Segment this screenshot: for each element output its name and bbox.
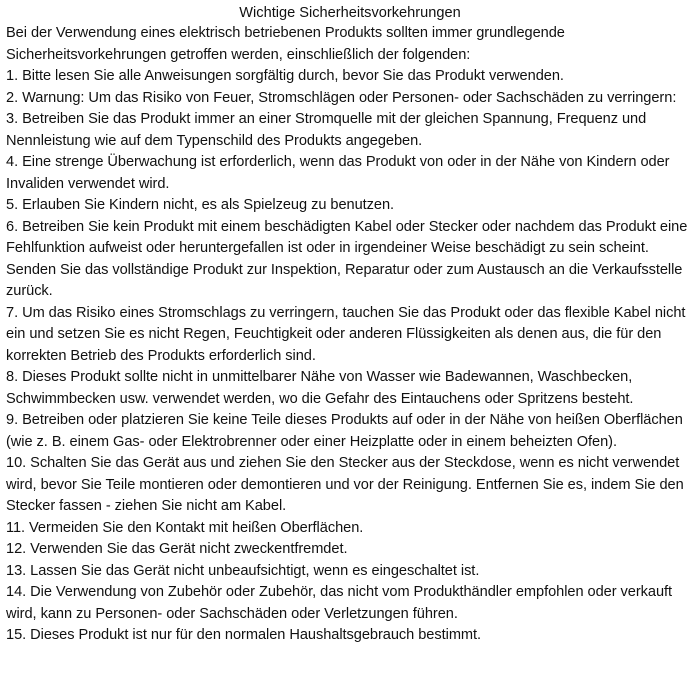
safety-item-13: 13. Lassen Sie das Gerät nicht unbeaufsichtigt, wenn es eingeschaltet ist. xyxy=(6,562,480,579)
safety-item-8: 8. Dieses Produkt sollte nicht in unmittelbarer Nähe von Wasser wie Badewannen, Waschbecken, Schwimmbecken usw. verwendet werden, wo die Gefahr des Eintauchens oder Spritzens besteht. xyxy=(6,369,634,407)
safety-item-5: 5. Erlauben Sie Kindern nicht, es als Spielzeug zu benutzen. xyxy=(6,197,395,213)
safety-item-11: 11. Vermeiden Sie den Kontakt mit heißen Oberflächen. xyxy=(6,519,364,536)
safety-item-14: 14. Die Verwendung von Zubehör oder Zubehör, das nicht vom Produkthändler empfohlen oder verkauft wird, kann zu Personen- oder Sachschäden oder Verletzungen führen. xyxy=(6,584,673,622)
safety-item-2: 2. Warnung: Um das Risiko von Feuer, Stromschlägen oder Personen- oder Sachschäden zu verringern: xyxy=(6,89,677,106)
safety-item-12: 12. Verwenden Sie das Gerät nicht zweckentfremdet. xyxy=(6,541,348,557)
safety-item-7: 7. Um das Risiko eines Stromschlags zu verringern, tauchen Sie das Produkt oder das flexible Kabel nicht ein und setzen Sie es nicht Regen, Feuchtigkeit oder anderen Flüssigkeiten als denen aus, die für den korrekten Betrieb des Produkts erforderlich sind. xyxy=(6,304,686,364)
safety-item-10: 10. Schalten Sie das Gerät aus und ziehen Sie den Stecker aus der Steckdose, wenn es nicht verwendet wird, bevor Sie Teile montieren oder demontieren und vor der Reinigung. Entfernen Sie es, indem Sie den Stecker fassen - ziehen Sie nicht am Kabel. xyxy=(6,455,684,514)
safety-item-1: 1. Bitte lesen Sie alle Anweisungen sorgfältig durch, bevor Sie das Produkt verwenden. xyxy=(6,68,564,84)
safety-item-6: 6. Betreiben Sie kein Produkt mit einem beschädigten Kabel oder Stecker oder nachdem das Produkt eine Fehlfunktion aufweist oder heruntergefallen ist oder in irgendeiner Weise beschädigt zu sein scheint. Senden Sie das vollständige Produkt zur Inspektion, Reparatur oder zum Austausch an die Verkaufsstelle zurück. xyxy=(6,218,688,299)
safety-item-9: 9. Betreiben oder platzieren Sie keine Teile dieses Produkts auf oder in der Nähe von heißen Oberflächen (wie z. B. einem Gas- oder Elektrobrenner oder einer Heizplatte oder in einem beheizten Ofen). xyxy=(6,412,683,450)
intro-paragraph: Bei der Verwendung eines elektrisch betriebenen Produkts sollten immer grundlegende Sicherheitsvorkehrungen getroffen werden, einschließlich der folgenden: xyxy=(6,25,565,63)
safety-item-15: 15. Dieses Produkt ist nur für den normalen Haushaltsgebrauch bestimmt. xyxy=(6,627,482,643)
document-title: Wichtige Sicherheitsvorkehrungen xyxy=(239,5,461,21)
safety-item-3: 3. Betreiben Sie das Produkt immer an einer Stromquelle mit der gleichen Spannung, Frequenz und Nennleistung wie auf dem Typenschild des Produkts angegeben. xyxy=(6,111,647,149)
safety-list xyxy=(6,66,694,647)
safety-item-4: 4. Eine strenge Überwachung ist erforderlich, wenn das Produkt von oder in der Nähe von Kindern oder Invaliden verwendet wird. xyxy=(6,154,670,192)
